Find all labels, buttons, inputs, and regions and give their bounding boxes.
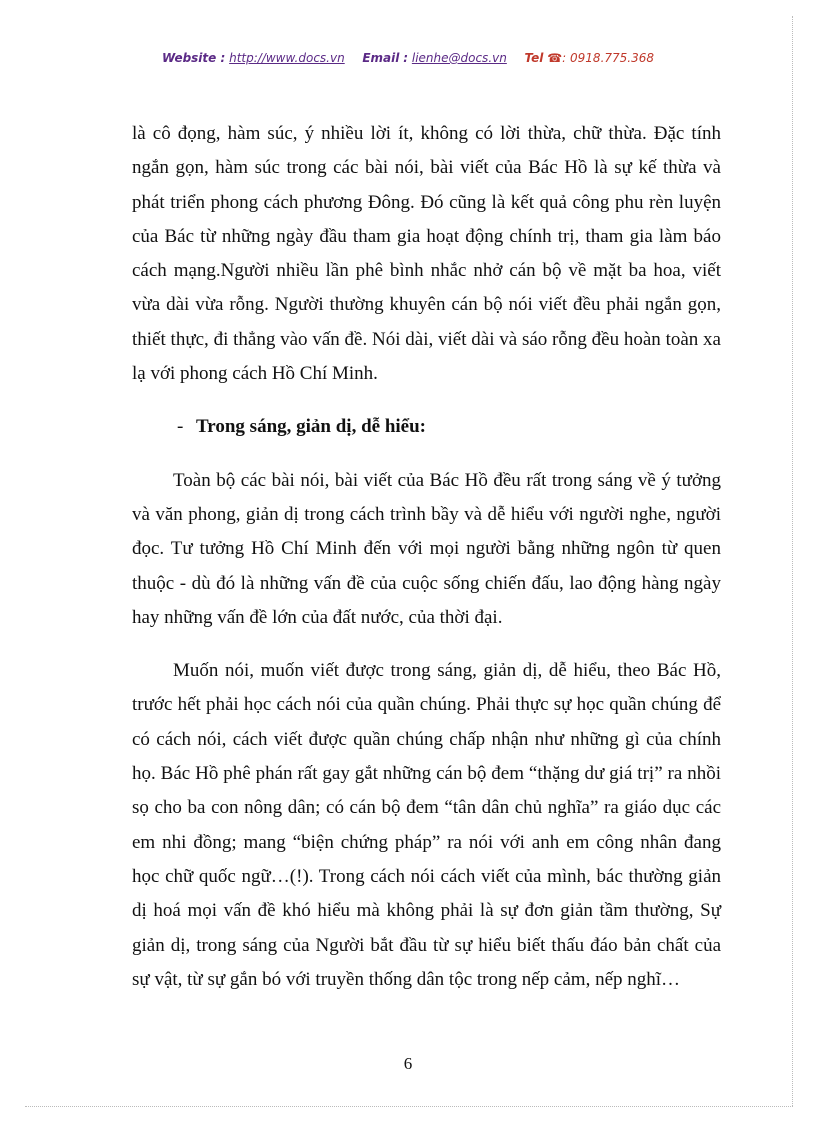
bullet-heading-text: Trong sáng, giản dị, dễ hiểu: — [196, 416, 426, 438]
bullet-heading — [132, 410, 721, 444]
paragraph-1: là cô đọng, hàm súc, ý nhiều lời ít, không có lời thừa, chữ thừa. Đặc tính ngắn gọn, hàm súc trong các bài nói, bài viết của Bác Hồ là sự kế thừa và phát triển phong cách phương Đông. Đó cũng là kết quả công phu rèn luyện của Bác từ những ngày đầu tham gia hoạt động chính trị, tham gia làm báo cách mạng.Người nhiều lần phê bình nhắc nhở cán bộ về mặt ba hoa, viết vừa dài vừa rỗng. Người thường khuyên cán bộ nói viết đều phải ngắn gọn, thiết thực, đi thẳng vào vấn đề. Nói dài, viết dài và sáo rỗng đều hoàn toàn xa lạ với phong cách Hồ Chí Minh. — [132, 123, 721, 385]
paragraph-2: Toàn bộ các bài nói, bài viết của Bác Hồ đều rất trong sáng về ý tưởng và văn phong, giản dị trong cách trình bầy và dễ hiểu với người nghe, người đọc. Tư tưởng Hồ Chí Minh đến với mọi người bằng những ngôn từ quen thuộc - dù đó là những vấn đề của cuộc sống chiến đấu, lao động hàng ngày hay những vấn đề lớn của đất nước, của thời đại. — [132, 469, 721, 628]
website-label: Website : — [161, 51, 226, 65]
page-number: 6 — [403, 1054, 413, 1073]
page-header — [0, 51, 816, 65]
email-link[interactable]: lienhe@docs.vn — [411, 51, 507, 65]
bullet-dash: - — [177, 416, 184, 438]
document-body — [132, 117, 721, 997]
tel-label: Tel — [524, 51, 544, 65]
page-right-border — [792, 16, 793, 1106]
page-bottom-border — [25, 1106, 793, 1107]
paragraph-3: Muốn nói, muốn viết được trong sáng, giản dị, dễ hiểu, theo Bác Hồ, trước hết phải học cách nói của quần chúng. Phải thực sự học quần chúng để có cách nói, cách viết được quần chúng chấp nhận như những gì của chính họ. Bác Hồ phê phán rất gay gắt những cán bộ đem “thặng dư giá trị” ra nhồi sọ cho ba con nông dân; có cán bộ đem “tân dân chủ nghĩa” ra giáo dục các em nhi đồng; mang “biện chứng pháp” ra nói với anh em công nhân đang học chữ quốc ngữ…(!). Trong cách nói cách viết của mình, bác thường giản dị hoá mọi vấn đề khó hiểu mà không phải là sự đơn giản tầm thường, Sự giản dị, trong sáng của Người bắt đầu từ sự hiểu biết thấu đáo bản chất của sự vật, từ sự gắn bó với truyền thống dân tộc trong nếp cảm, nếp nghĩ… — [132, 660, 721, 990]
email-label: Email — [362, 51, 400, 65]
website-link[interactable]: http://www.docs.vn — [229, 51, 345, 65]
tel-value: : 0918.775.368 — [562, 51, 655, 65]
email-separator: : — [403, 51, 409, 65]
phone-icon: ☎ — [547, 51, 563, 65]
